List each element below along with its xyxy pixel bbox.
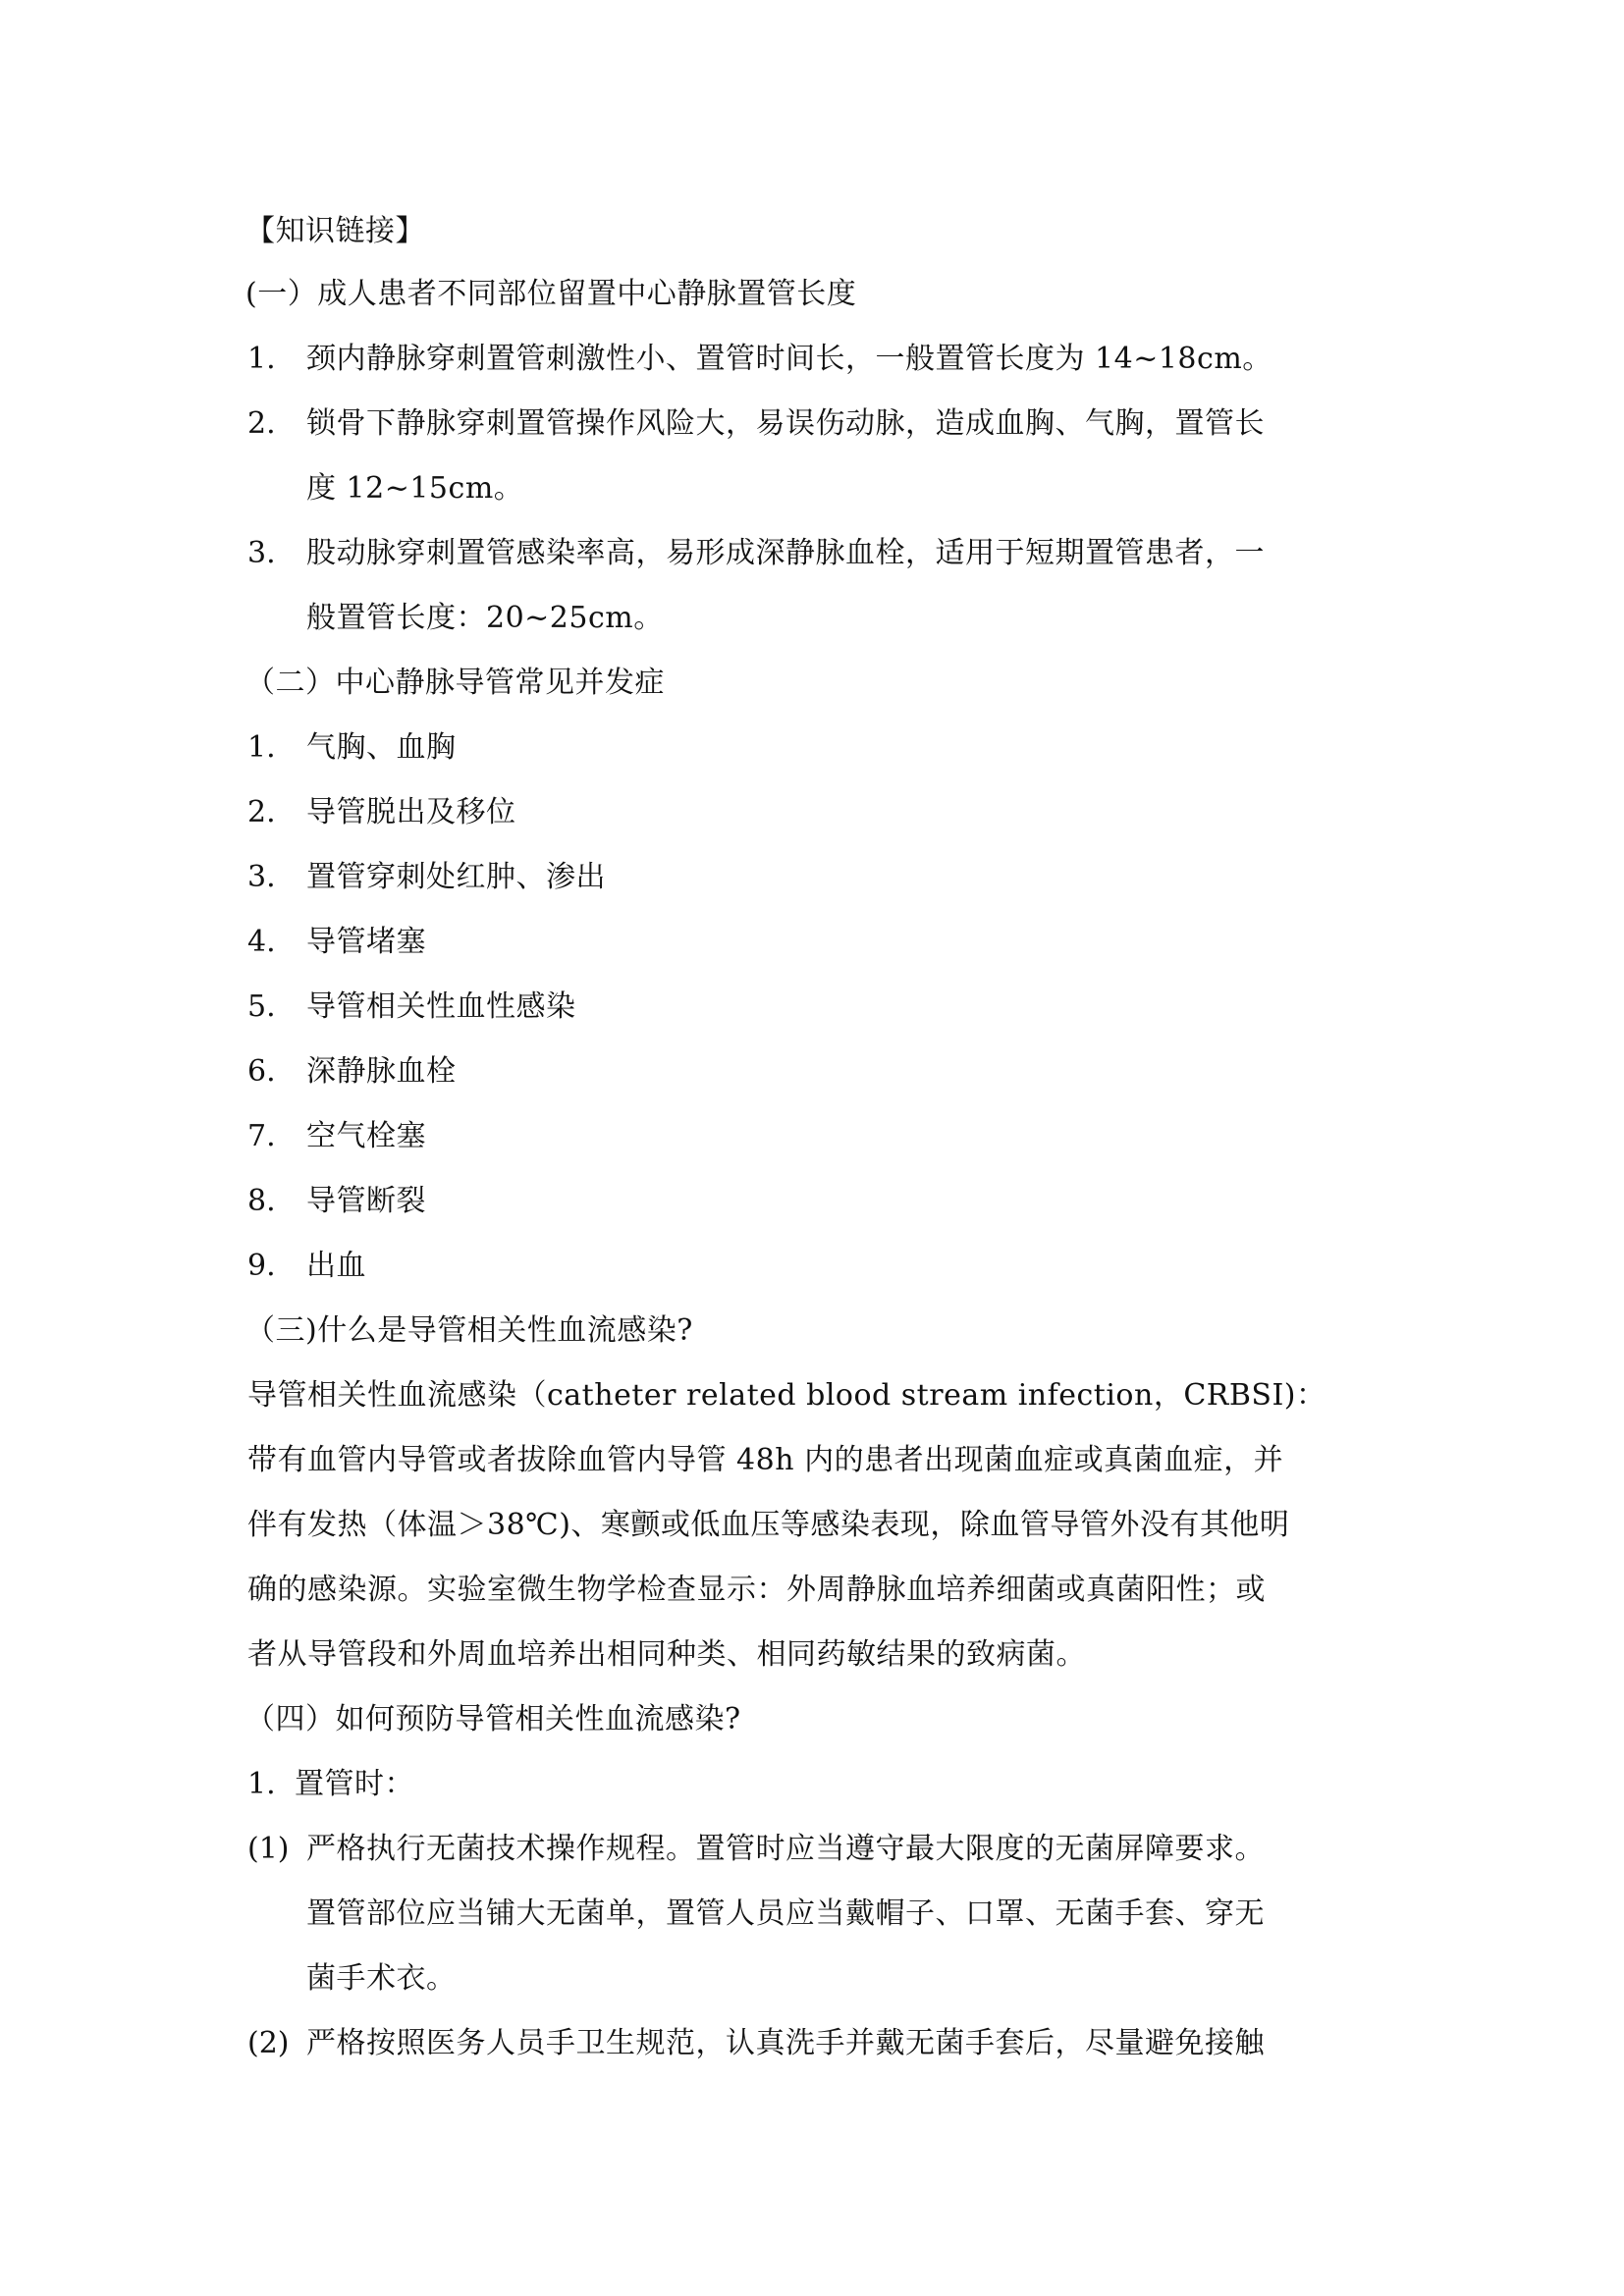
- paragraph-line: 者从导管段和外周血培养出相同种类、相同药敏结果的致病菌。: [247, 1637, 1086, 1672]
- list-item-text: 锁骨下静脉穿刺置管操作风险大，易误伤动脉，造成血胸、气胸，置管长: [306, 406, 1265, 441]
- list-item-text-continued: 菌手术衣。: [306, 1961, 457, 1996]
- knowledge-link-heading: 【知识链接】: [245, 214, 425, 248]
- list-item-text: 置管穿刺处红肿、渗出: [306, 860, 606, 894]
- list-item-text: 深静脉血栓: [306, 1054, 457, 1089]
- list-item-number: 5.: [247, 989, 276, 1024]
- list-item-number: 3.: [247, 860, 276, 894]
- list-item-text: 导管堵塞: [306, 925, 426, 959]
- paragraph-line: 带有血管内导管或者拔除血管内导管 48h 内的患者出现菌血症或真菌血症，并: [247, 1443, 1284, 1477]
- list-item-number: 2.: [247, 795, 276, 829]
- list-item-text: 导管相关性血性感染: [306, 989, 576, 1024]
- list-item-number: 1.: [247, 1767, 276, 1801]
- list-item-number: 4.: [247, 925, 276, 959]
- list-item-text-continued: 度 12~15cm。: [306, 471, 524, 506]
- list-item-number: 1.: [247, 730, 276, 765]
- list-item-number: (2): [247, 2026, 290, 2060]
- list-item-text: 股动脉穿刺置管感染率高，易形成深静脉血栓，适用于短期置管患者，一: [306, 536, 1265, 570]
- list-item-text: 出血: [306, 1249, 366, 1283]
- list-item-number: 9.: [247, 1249, 276, 1283]
- section-3-title: （三)什么是导管相关性血流感染?: [245, 1313, 693, 1348]
- list-item-number: 8.: [247, 1184, 276, 1218]
- list-item-text: 导管断裂: [306, 1184, 426, 1218]
- list-item-text: 导管脱出及移位: [306, 795, 516, 829]
- list-item-text: 气胸、血胸: [306, 730, 457, 765]
- section-1-title: (一）成人患者不同部位留置中心静脉置管长度: [245, 277, 857, 311]
- list-item-text: 颈内静脉穿刺置管刺激性小、置管时间长，一般置管长度为 14~18cm。: [306, 342, 1272, 376]
- paragraph-line: 伴有发热（体温＞38℃)、寒颤或低血压等感染表现，除血管导管外没有其他明: [247, 1508, 1290, 1542]
- list-item-text: 置管时：: [295, 1767, 414, 1801]
- section-4-title: （四）如何预防导管相关性血流感染?: [245, 1702, 741, 1736]
- paragraph-line: 导管相关性血流感染（catheter related blood stream infection，CRBSI)：: [247, 1378, 1326, 1413]
- list-item-number: 6.: [247, 1054, 276, 1089]
- list-item-number: 2.: [247, 406, 276, 441]
- list-item-number: 7.: [247, 1119, 276, 1153]
- paragraph-line: 确的感染源。实验室微生物学检查显示：外周静脉血培养细菌或真菌阳性；或: [247, 1573, 1266, 1607]
- list-item-text-continued: 置管部位应当铺大无菌单，置管人员应当戴帽子、口罩、无菌手套、穿无: [306, 1896, 1265, 1931]
- list-item-text: 空气栓塞: [306, 1119, 426, 1153]
- list-item-number: 1.: [247, 342, 276, 376]
- list-item-text-continued: 般置管长度：20~25cm。: [306, 601, 664, 635]
- list-item-number: (1): [247, 1832, 290, 1866]
- list-item-text: 严格执行无菌技术操作规程。置管时应当遵守最大限度的无菌屏障要求。: [306, 1832, 1265, 1866]
- section-2-title: （二）中心静脉导管常见并发症: [245, 666, 665, 700]
- list-item-text: 严格按照医务人员手卫生规范，认真洗手并戴无菌手套后，尽量避免接触: [306, 2026, 1265, 2060]
- list-item-number: 3.: [247, 536, 276, 570]
